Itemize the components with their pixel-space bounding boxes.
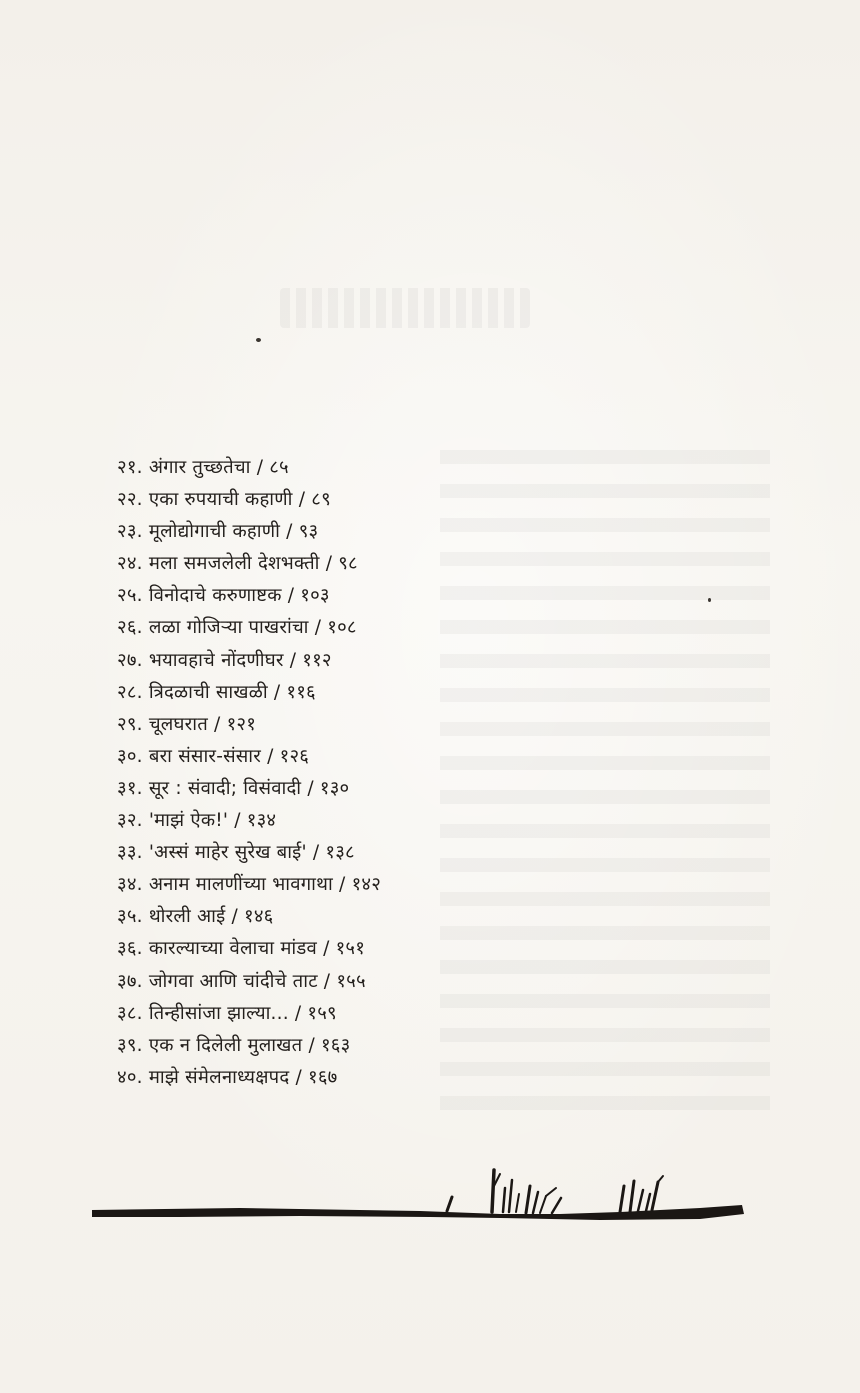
entry-number: ३९. (117, 1034, 143, 1056)
entry-number: ३४. (117, 874, 143, 896)
entry-title: बरा संसार-संसार (148, 745, 262, 767)
entry-number: ४०. (117, 1066, 143, 1088)
entry-title: मूलोद्योगाची कहाणी (148, 521, 281, 543)
entry-title: चूलघरात (148, 713, 208, 735)
entry-number: २८. (117, 681, 143, 703)
entry-number: ३१. (117, 777, 143, 799)
entry-title: 'अस्सं माहेर सुरेख बाई' (148, 842, 307, 864)
entry-title: विनोदाचे करुणाष्टक (148, 585, 282, 607)
entry-number: २६. (117, 617, 143, 639)
entry-page: ८५ (269, 457, 289, 478)
entry-separator: / (288, 1002, 308, 1024)
entry-title: एका रुपयाची कहाणी (148, 489, 293, 511)
entry-title: मला समजलेली देशभक्ती (148, 553, 320, 575)
entry-title: अनाम मालणींच्या भावगाथा (148, 874, 333, 896)
entry-page: १०८ (327, 617, 357, 639)
entry-number: ३२. (117, 810, 143, 832)
entry-title: सूर : संवादी; विसंवादी (148, 777, 302, 799)
entry-separator: / (280, 521, 299, 543)
entry-title: एक न दिलेली मुलाखत (148, 1034, 303, 1056)
entry-separator: / (207, 713, 227, 735)
entry-title: कारल्याच्या वेलाचा मांडव (148, 938, 317, 960)
entry-page: १२६ (279, 745, 310, 767)
entry-title: 'माझं ऐक!' (148, 810, 229, 832)
entry-page: १४२ (351, 874, 382, 896)
entry-separator: / (283, 649, 303, 671)
entry-separator: / (225, 906, 245, 928)
entry-separator: / (301, 777, 320, 799)
entry-title: अंगार तुच्छतेचा (148, 457, 251, 478)
entry-separator: / (261, 745, 280, 767)
entry-page: १५९ (307, 1002, 337, 1024)
entry-page: १६३ (320, 1034, 351, 1056)
entry-number: ३०. (117, 745, 143, 767)
entry-number: २१. (117, 457, 143, 478)
entry-title: थोरली आई (148, 906, 226, 928)
entry-page: ११६ (286, 681, 316, 703)
entry-page: १५५ (336, 970, 366, 992)
entry-page: १३८ (325, 842, 355, 864)
entry-number: २९. (117, 713, 143, 735)
entry-separator: / (292, 489, 312, 511)
entry-number: २३. (117, 521, 143, 543)
entry-title: भयावहाचे नोंदणीघर (148, 649, 284, 671)
entry-number: ३८. (117, 1002, 143, 1024)
entry-separator: / (281, 585, 301, 607)
entry-separator: / (289, 1066, 309, 1088)
entry-page: १४६ (244, 906, 274, 928)
entry-page: १६७ (308, 1066, 338, 1088)
entry-title: लळा गोजिऱ्या पाखरांचा (148, 617, 309, 639)
entry-separator: / (250, 457, 270, 478)
entry-number: २४. (117, 553, 143, 575)
entry-title: माझे संमेलनाध्यक्षपद (148, 1066, 290, 1088)
entry-page: १५१ (335, 938, 366, 960)
entry-page: १०३ (300, 585, 330, 607)
entry-page: १२१ (226, 713, 257, 735)
entry-page: ९८ (338, 553, 358, 575)
entry-separator: / (306, 842, 326, 864)
entry-page: ८९ (311, 489, 331, 511)
entry-title: जोगवा आणि चांदीचे ताट (148, 970, 318, 992)
entry-number: ३६. (117, 938, 143, 960)
entry-number: ३५. (117, 906, 143, 928)
entry-separator: / (319, 553, 339, 575)
entry-page: ११२ (302, 649, 332, 671)
entry-separator: / (308, 617, 328, 639)
entry-number: २७. (117, 649, 143, 671)
entry-number: २२. (117, 489, 143, 511)
entry-separator: / (302, 1034, 321, 1056)
entry-page: १३० (319, 777, 350, 799)
entry-separator: / (267, 681, 287, 703)
entry-page: १३४ (246, 810, 277, 832)
entry-number: ३७. (117, 970, 143, 992)
entry-separator: / (332, 874, 352, 896)
entry-number: ३३. (117, 842, 143, 864)
entry-page: ९३ (298, 521, 319, 543)
entry-separator: / (317, 970, 337, 992)
entry-separator: / (228, 810, 247, 832)
entry-number: २५. (117, 585, 143, 607)
entry-separator: / (316, 938, 336, 960)
entry-title: तिन्हीसांजा झाल्या... (148, 1002, 289, 1024)
entry-title: त्रिदळाची साखळी (148, 681, 268, 703)
